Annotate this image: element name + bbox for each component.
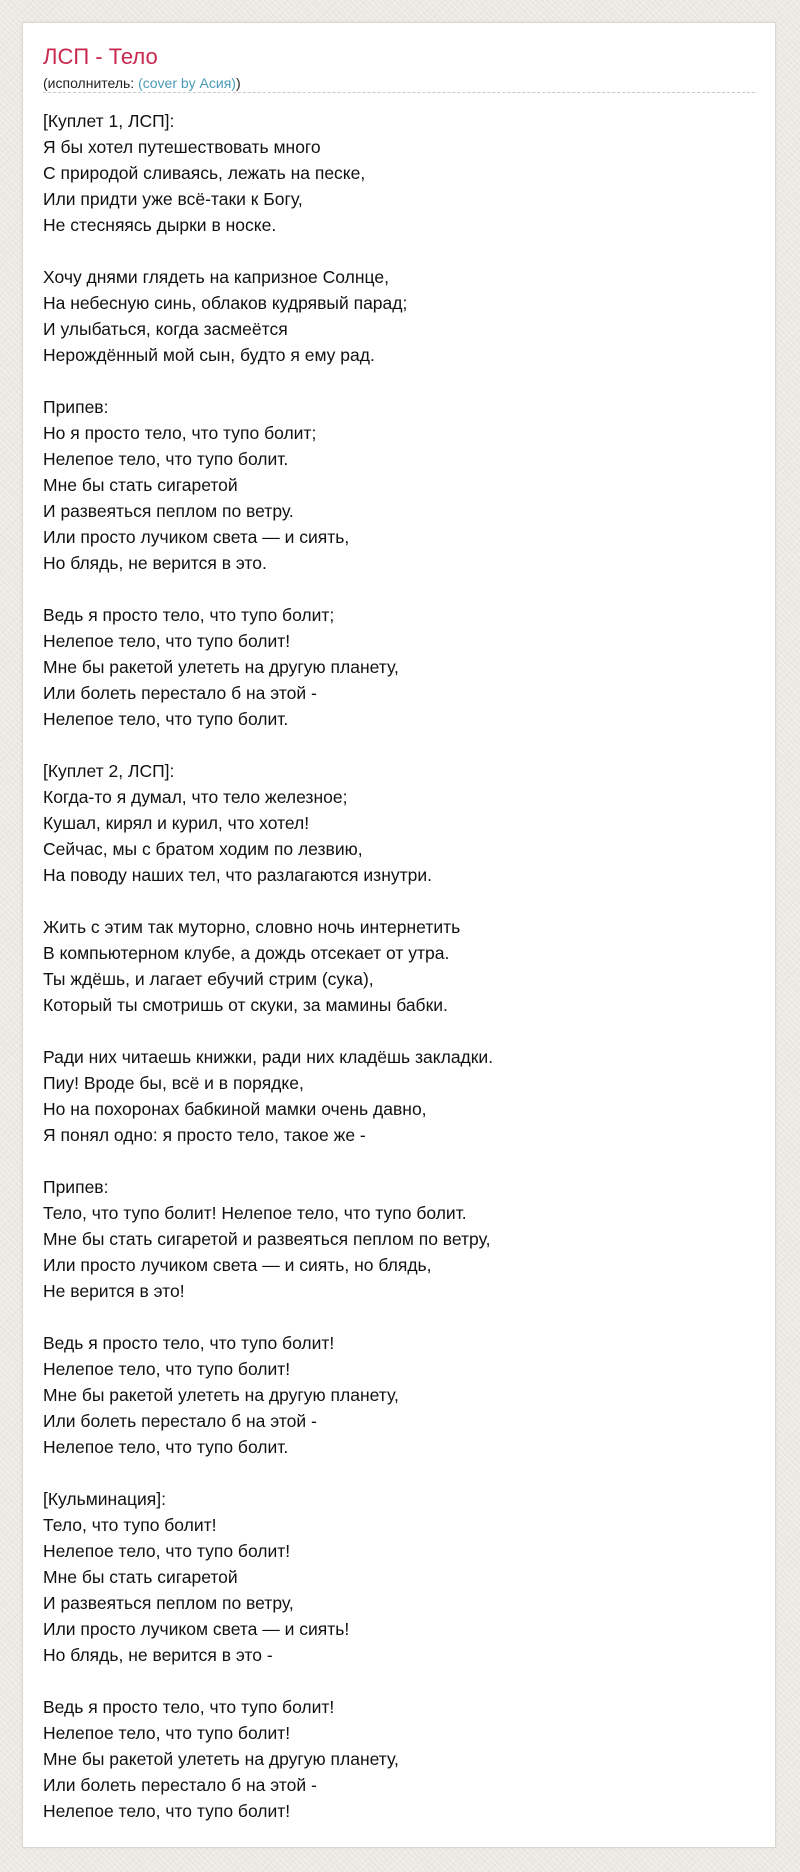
lyric-line: Или просто лучиком света — и сиять! [43,1619,350,1639]
lyric-line: Мне бы стать сигаретой [43,475,238,495]
lyrics-stanza [43,264,757,368]
lyric-line: Или просто лучиком света — и сиять, [43,527,350,547]
lyric-line: Но блядь, не верится в это. [43,553,267,573]
lyrics-stanza [43,108,757,238]
lyrics-stanza [43,758,757,888]
lyrics-stanza [43,1044,757,1148]
lyric-line: На поводу наших тел, что разлагаются изнутри. [43,865,432,885]
lyric-line: Или болеть перестало б на этой - [43,1775,317,1795]
lyric-line: Тело, что тупо болит! Нелепое тело, что тупо болит. [43,1203,467,1223]
lyric-line: Нелепое тело, что тупо болит. [43,449,289,469]
artist-prefix: (исполнитель: [43,75,139,91]
lyric-line: Жить с этим так муторно, словно ночь интернетить [43,917,461,937]
lyric-line: Пиу! Вроде бы, всё и в порядке, [43,1073,304,1093]
lyric-line: [Кульминация]: [43,1489,166,1509]
lyric-line: С природой сливаясь, лежать на песке, [43,163,366,183]
lyric-line: Нерождённый мой сын, будто я ему рад. [43,345,375,365]
lyric-line: Хочу днями глядеть на капризное Солнце, [43,267,389,287]
lyrics-stanza [43,394,757,576]
lyrics-stanza [43,602,757,732]
lyric-line: Мне бы ракетой улететь на другую планету, [43,1385,399,1405]
lyric-line: Я бы хотел путешествовать много [43,137,321,157]
lyric-line: Или придти уже всё-таки к Богу, [43,189,303,209]
lyric-line: Нелепое тело, что тупо болит. [43,1437,289,1457]
lyric-line: Сейчас, мы с братом ходим по лезвию, [43,839,363,859]
lyric-line: Нелепое тело, что тупо болит. [43,709,289,729]
lyric-line: Ведь я просто тело, что тупо болит! [43,1697,335,1717]
lyric-line: Или болеть перестало б на этой - [43,1411,317,1431]
lyric-line: [Куплет 1, ЛСП]: [43,111,175,131]
dashed-divider [43,92,755,93]
lyric-line: Или болеть перестало б на этой - [43,683,317,703]
lyrics-stanza [43,1330,757,1460]
lyrics-stanza [43,1694,757,1824]
lyric-line: Или просто лучиком света — и сиять, но блядь, [43,1255,432,1275]
lyric-line: Ты ждёшь, и лагает ебучий стрим (сука), [43,969,374,989]
lyrics-stanza [43,914,757,1018]
lyric-line: Нелепое тело, что тупо болит! [43,631,291,651]
lyric-line: И улыбаться, когда засмеётся [43,319,288,339]
lyric-line: Припев: [43,1177,109,1197]
artist-link[interactable]: (cover by Асия) [138,75,236,91]
lyrics-body [43,108,757,1850]
lyric-line: Но на похоронах бабкиной мамки очень давно, [43,1099,427,1119]
lyric-line: Мне бы стать сигаретой [43,1567,238,1587]
lyric-line: Я понял одно: я просто тело, такое же - [43,1125,366,1145]
lyric-line: Но я просто тело, что тупо болит; [43,423,317,443]
lyric-line: На небесную синь, облаков кудрявый парад; [43,293,408,313]
lyric-line: Нелепое тело, что тупо болит! [43,1723,291,1743]
lyric-line: Который ты смотришь от скуки, за мамины бабки. [43,995,448,1015]
lyrics-card [22,22,776,1848]
lyric-line: Когда-то я думал, что тело железное; [43,787,348,807]
lyric-line: Не стесняясь дырки в носке. [43,215,277,235]
lyric-line: Ведь я просто тело, что тупо болит! [43,1333,335,1353]
lyrics-stanza [43,1174,757,1304]
lyric-line: Ради них читаешь книжки, ради них кладёшь закладки. [43,1047,494,1067]
lyric-line: Тело, что тупо болит! [43,1515,217,1535]
artist-suffix: ) [235,75,241,91]
lyric-line: Припев: [43,397,109,417]
lyric-line: Нелепое тело, что тупо болит! [43,1801,291,1821]
lyric-line: Нелепое тело, что тупо болит! [43,1541,291,1561]
lyric-line: Мне бы ракетой улететь на другую планету, [43,657,399,677]
song-title: ЛСП - Тело [43,44,158,69]
lyric-line: И развеяться пеплом по ветру, [43,1593,294,1613]
artist-line [43,74,241,92]
lyric-line: Мне бы стать сигаретой и развеяться пеплом по ветру, [43,1229,491,1249]
lyric-line: Не верится в это! [43,1281,185,1301]
lyric-line: Кушал, кирял и курил, что хотел! [43,813,310,833]
lyric-line: Ведь я просто тело, что тупо болит; [43,605,335,625]
lyric-line: Но блядь, не верится в это - [43,1645,273,1665]
lyric-line: В компьютерном клубе, а дождь отсекает от утра. [43,943,450,963]
lyric-line: И развеяться пеплом по ветру. [43,501,294,521]
lyric-line: Мне бы ракетой улететь на другую планету, [43,1749,399,1769]
lyric-line: [Куплет 2, ЛСП]: [43,761,175,781]
lyrics-stanza [43,1486,757,1668]
lyric-line: Нелепое тело, что тупо болит! [43,1359,291,1379]
